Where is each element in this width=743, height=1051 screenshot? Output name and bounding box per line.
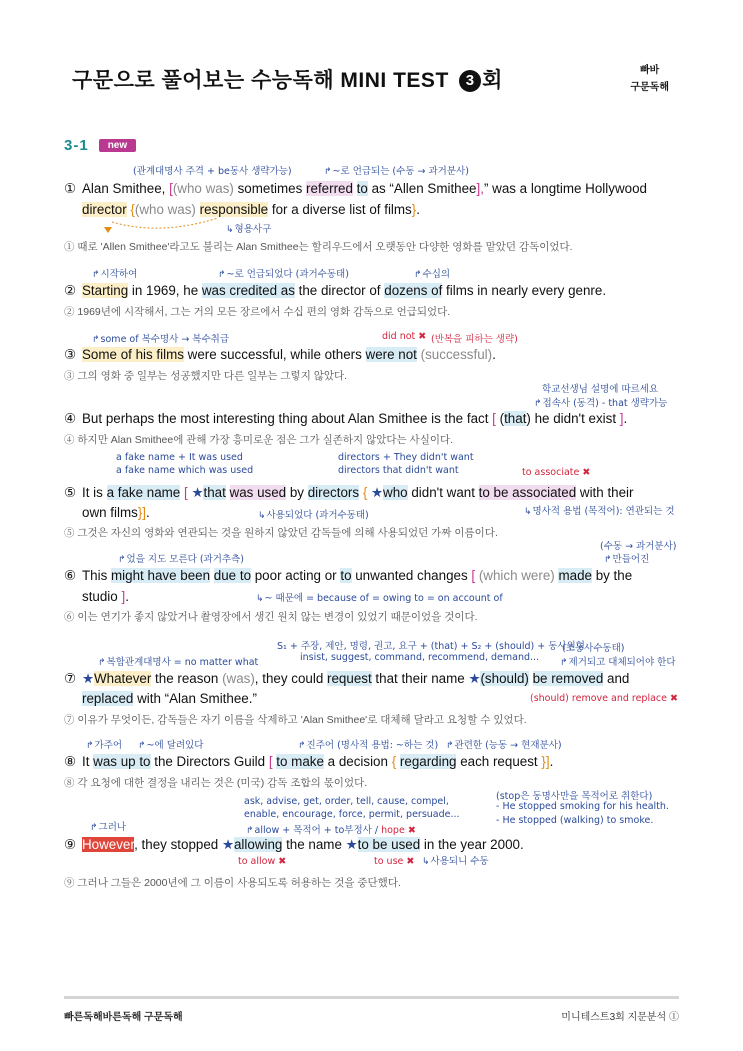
annotation-note: insist, suggest, command, recommend, demand...	[300, 652, 540, 663]
annotation-note: (stop은 동명사만을 목적어로 취한다)	[496, 791, 653, 802]
annotation-note: ↱~에 달려있다	[138, 740, 204, 751]
sentence-7-line-1: ⑦ ★Whatever the reason (was), they could request that their name ★(should) be removed and	[64, 671, 630, 686]
annotation-note: ↳명사적 용법 (목적어): 연관되는 것	[524, 506, 675, 517]
annotation-note: ↱접속사 (동격) - that 생략가능	[534, 398, 668, 409]
translation-7: ⑦ 이유가 무엇이든, 감독들은 자기 이름을 삭제하고 'Alan Smithee'로 대체해 달라고 요청할 수 있었다.	[64, 714, 527, 726]
annotation-note: ↳형용사구	[226, 224, 272, 235]
sentence-1-line-1: ① Alan Smithee, [(who was) sometimes referred to as “Allen Smithee],” was a longtime Hollywood	[64, 181, 647, 196]
annotation-note: ↱some of 복수명사 → 복수취급	[92, 334, 230, 345]
footer-right: 미니테스트3회 지문분석 ①	[561, 1012, 679, 1023]
sentence-2: ② Starting in 1969, he was credited as the director of dozens of films in nearly every genre.	[64, 283, 607, 298]
annotation-note: ↳~ 때문에 = because of = owing to = on account of	[256, 593, 503, 604]
annotation-note: (수동 → 과거분사)	[600, 541, 677, 552]
annotation-note: ask, advise, get, order, tell, cause, compel,	[244, 796, 449, 807]
annotation-note: ↱만들어진	[604, 554, 650, 565]
sentence-7-line-2: replaced with “Alan Smithee.”	[82, 691, 257, 706]
annotation-note: - He stopped smoking for his health.	[496, 801, 669, 812]
sentence-4: ④ But perhaps the most interesting thing about Alan Smithee is the fact [ (that) he didn't exist ].	[64, 411, 628, 426]
sentence-6-line-1: ⑥ This might have been due to poor acting or to unwanted changes [ (which were) made by the	[64, 568, 633, 583]
annotation-note: ↱~로 언급되는 (수동 → 과거분사)	[324, 166, 469, 177]
translation-5: ⑤ 그것은 자신의 영화와 연관되는 것을 원하지 않았던 감독들에 의해 사용되었던 가짜 이름이다.	[64, 527, 498, 539]
sentence-1-line-2: director {(who was) responsible for a diverse list of films}.	[82, 202, 420, 217]
annotation-note: ↳사용되니 수동	[422, 856, 489, 867]
annotation-note: ↱~로 언급되었다 (과거수동태)	[218, 269, 349, 280]
annotation-note: ↳사용되었다 (과거수동태)	[258, 510, 369, 521]
annotation-note: ↱allow + 목적어 + to부정사 / hope ✖	[246, 825, 416, 836]
sentence-8: ⑧ It was up to the Directors Guild [ to make a decision { regarding each request }].	[64, 754, 554, 769]
footer-left: 빠른독해바른독해 구문독해	[64, 1012, 183, 1023]
annotation-note: (should) remove and replace ✖	[530, 693, 678, 704]
sentence-3: ③ Some of his films were successful, while others were not (successful).	[64, 347, 496, 362]
sentence-9: ⑨ However, they stopped ★allowing the name ★to be used in the year 2000.	[64, 837, 524, 852]
footer-divider	[64, 996, 679, 999]
annotation-note: ↱관련한 (능동 → 현재분사)	[446, 740, 562, 751]
annotation-note: did not ✖	[382, 331, 427, 342]
annotation-note: ↱제거되고 대체되어야 한다	[560, 657, 676, 668]
annotation-note: to use ✖	[374, 856, 415, 867]
translation-3: ③ 그의 영화 중 일부는 성공했지만 다른 일부는 그렇지 않았다.	[64, 370, 348, 382]
section-header	[64, 137, 136, 154]
annotation-note: a fake name + It was used	[116, 452, 243, 463]
translation-8: ⑧ 각 요청에 대한 결정을 내리는 것은 (미국) 감독 조합의 몫이었다.	[64, 777, 368, 789]
translation-9: ⑨ 그러나 그들은 2000년에 그 이름이 사용되도록 허용하는 것을 중단했다.	[64, 877, 401, 889]
annotation-note: to allow ✖	[238, 856, 287, 867]
annotation-note: S₁ + 주장, 제안, 명령, 권고, 요구 + (that) + S₂ + (should) + 동사원형	[277, 641, 585, 652]
annotation-note: (반복을 피하는 생략)	[431, 334, 518, 345]
annotation-note: ↱시작하여	[92, 269, 138, 280]
sentence-6-line-2: studio ].	[82, 589, 129, 604]
page-title: 구문으로 풀어보는 수능독해 MINI TEST 3 회	[72, 69, 503, 92]
sentence-5-line-1: ⑤ It is a fake name [ ★that was used by directors { ★who didn't want to be associated with their	[64, 485, 634, 500]
section-label: 3-1	[64, 137, 89, 154]
brand-label: 빠바 구문독해	[630, 65, 669, 93]
annotation-note: ↱수십의	[414, 269, 451, 280]
translation-4: ④ 하지만 Alan Smithee에 관해 가장 흥미로운 점은 그가 실존하지 않았다는 사실이다.	[64, 434, 454, 446]
annotation-note: ↱었을 지도 모른다 (과거추측)	[118, 554, 244, 565]
annotation-note: a fake name which was used	[116, 465, 254, 476]
sentence-5-line-2: own films}].	[82, 505, 150, 520]
annotation-note: - He stopped (walking) to smoke.	[496, 815, 654, 826]
annotation-note: ↱그러나	[90, 822, 127, 833]
translation-2: ② 1969년에 시작해서, 그는 거의 모든 장르에서 수십 편의 영화 감독으로 언급되었다.	[64, 306, 451, 318]
annotation-note: (조동사수동태)	[562, 643, 625, 654]
annotation-note: directors + They didn't want	[338, 452, 474, 463]
translation-1: ① 때로 'Allen Smithee'라고도 불리는 Alan Smithee는 할리우드에서 오랫동안 다양한 영화를 맡았던 감독이었다.	[64, 241, 573, 253]
annotation-note: ↱가주어	[86, 740, 123, 751]
annotation-note: (관계대명사 주격 + be동사 생략가능)	[133, 166, 292, 177]
new-badge: new	[99, 139, 136, 152]
annotation-note: 학교선생님 설명에 따르세요	[542, 384, 659, 395]
annotation-note: directors that didn't want	[338, 465, 459, 476]
annotation-note: ↱진주어 (명사적 용법: ~하는 것)	[298, 740, 439, 751]
annotation-note: to associate ✖	[522, 467, 591, 478]
circled-number-icon: 3	[459, 70, 481, 92]
annotation-note: enable, encourage, force, permit, persuade...	[244, 809, 460, 820]
translation-6: ⑥ 이는 연기가 좋지 않았거나 촬영장에서 생긴 원치 않는 변경이 있었기 때문이었을 것이다.	[64, 611, 478, 623]
annotation-note: ↱복합관계대명사 = no matter what	[98, 657, 259, 668]
